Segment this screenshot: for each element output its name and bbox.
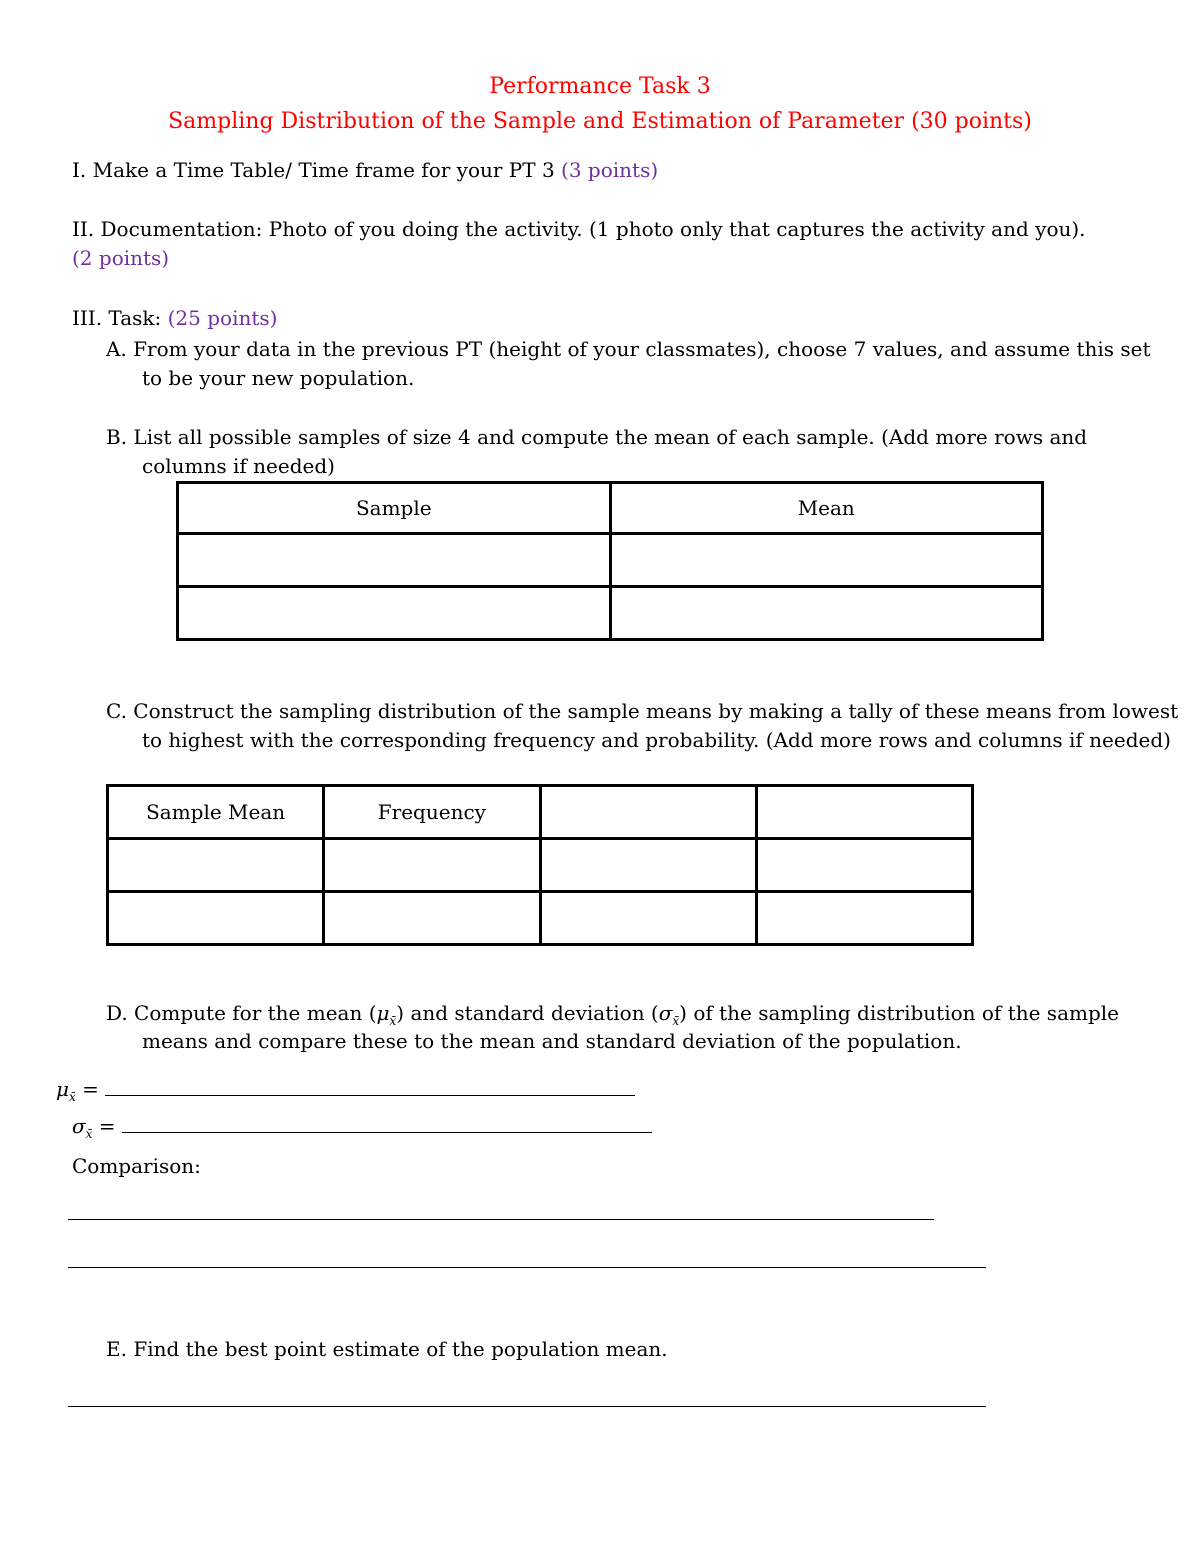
equals-sign: = — [82, 1077, 99, 1101]
section-3-points: (25 points) — [167, 306, 278, 330]
table-row — [108, 892, 973, 945]
table-row — [108, 839, 973, 892]
table-cell[interactable] — [178, 587, 611, 640]
header-mean: Mean — [610, 483, 1043, 534]
section-1-text: I. Make a Time Table/ Time frame for your PT 3 — [72, 158, 562, 182]
table-header-row — [108, 786, 973, 839]
section-1-points: (3 points) — [561, 158, 659, 182]
table-cell[interactable] — [108, 839, 324, 892]
table-cell[interactable] — [540, 892, 756, 945]
table-cell[interactable] — [610, 587, 1043, 640]
part-d-text-1: D. Compute for the mean ( — [106, 1001, 377, 1025]
mu-label: μ — [56, 1077, 69, 1101]
header-blank-4 — [756, 786, 972, 839]
table-header-row — [178, 483, 1043, 534]
section-2-points: (2 points) — [72, 246, 170, 270]
table-cell[interactable] — [610, 534, 1043, 587]
header-blank-3 — [540, 786, 756, 839]
header-sample: Sample — [178, 483, 611, 534]
sigma-answer-blank[interactable] — [122, 1114, 652, 1133]
part-d-text-3: ) of the sampling distribution of the sample means and compare these to the mean and standard deviation of the population. — [142, 1001, 1119, 1053]
table-cell[interactable] — [540, 839, 756, 892]
comparison-label: Comparison: — [72, 1154, 201, 1178]
sigma-label: σ — [72, 1114, 86, 1138]
section-2-text: II. Documentation: Photo of you doing the activity. (1 photo only that captures the activity and you). — [72, 217, 1086, 241]
table-row — [178, 534, 1043, 587]
comparison-line-2[interactable] — [68, 1267, 986, 1268]
mu-answer-row — [56, 1077, 676, 1104]
section-3 — [72, 304, 1072, 333]
part-d-text-2: ) and standard deviation ( — [396, 1001, 659, 1025]
equals-sign: = — [98, 1114, 116, 1138]
mu-answer-blank[interactable] — [105, 1077, 635, 1096]
header-frequency: Frequency — [324, 786, 540, 839]
sigma-symbol: σ — [658, 1001, 673, 1025]
part-a: A. From your data in the previous PT (height of your classmates), choose 7 values, and assume this set to be your new population. — [106, 337, 1151, 390]
table-cell[interactable] — [756, 839, 972, 892]
distribution-table — [106, 784, 974, 946]
table-cell[interactable] — [108, 892, 324, 945]
page-title: Performance Task 3 — [489, 74, 711, 99]
section-3-text: III. Task: — [72, 306, 168, 330]
table-cell[interactable] — [756, 892, 972, 945]
xbar-subscript: x̄ — [85, 1127, 93, 1141]
table-cell[interactable] — [324, 839, 540, 892]
xbar-subscript: x̄ — [672, 1014, 680, 1028]
comparison-line-1[interactable] — [68, 1219, 934, 1220]
part-e-answer-line[interactable] — [68, 1406, 986, 1407]
part-b: B. List all possible samples of size 4 and compute the mean of each sample. (Add more rows and columns if needed) — [106, 425, 1088, 478]
samples-table — [176, 481, 1044, 641]
part-c: C. Construct the sampling distribution of the sample means by making a tally of these means from lowest to highest with the corresponding frequency and probability. (Add more rows and columns if needed) — [106, 699, 1179, 752]
section-2 — [72, 215, 1112, 273]
table-row — [178, 587, 1043, 640]
xbar-subscript: x̄ — [389, 1014, 397, 1028]
page-subtitle: Sampling Distribution of the Sample and Estimation of Parameter (30 points) — [168, 109, 1032, 134]
xbar-subscript: x̄ — [69, 1090, 76, 1104]
part-e: E. Find the best point estimate of the population mean. — [106, 1337, 668, 1361]
table-cell[interactable] — [178, 534, 611, 587]
section-1 — [72, 156, 1132, 185]
sigma-answer-row — [72, 1114, 672, 1141]
mu-symbol: μ — [376, 1001, 390, 1025]
table-cell[interactable] — [324, 892, 540, 945]
header-sample-mean: Sample Mean — [108, 786, 324, 839]
part-d — [106, 1001, 1182, 1054]
